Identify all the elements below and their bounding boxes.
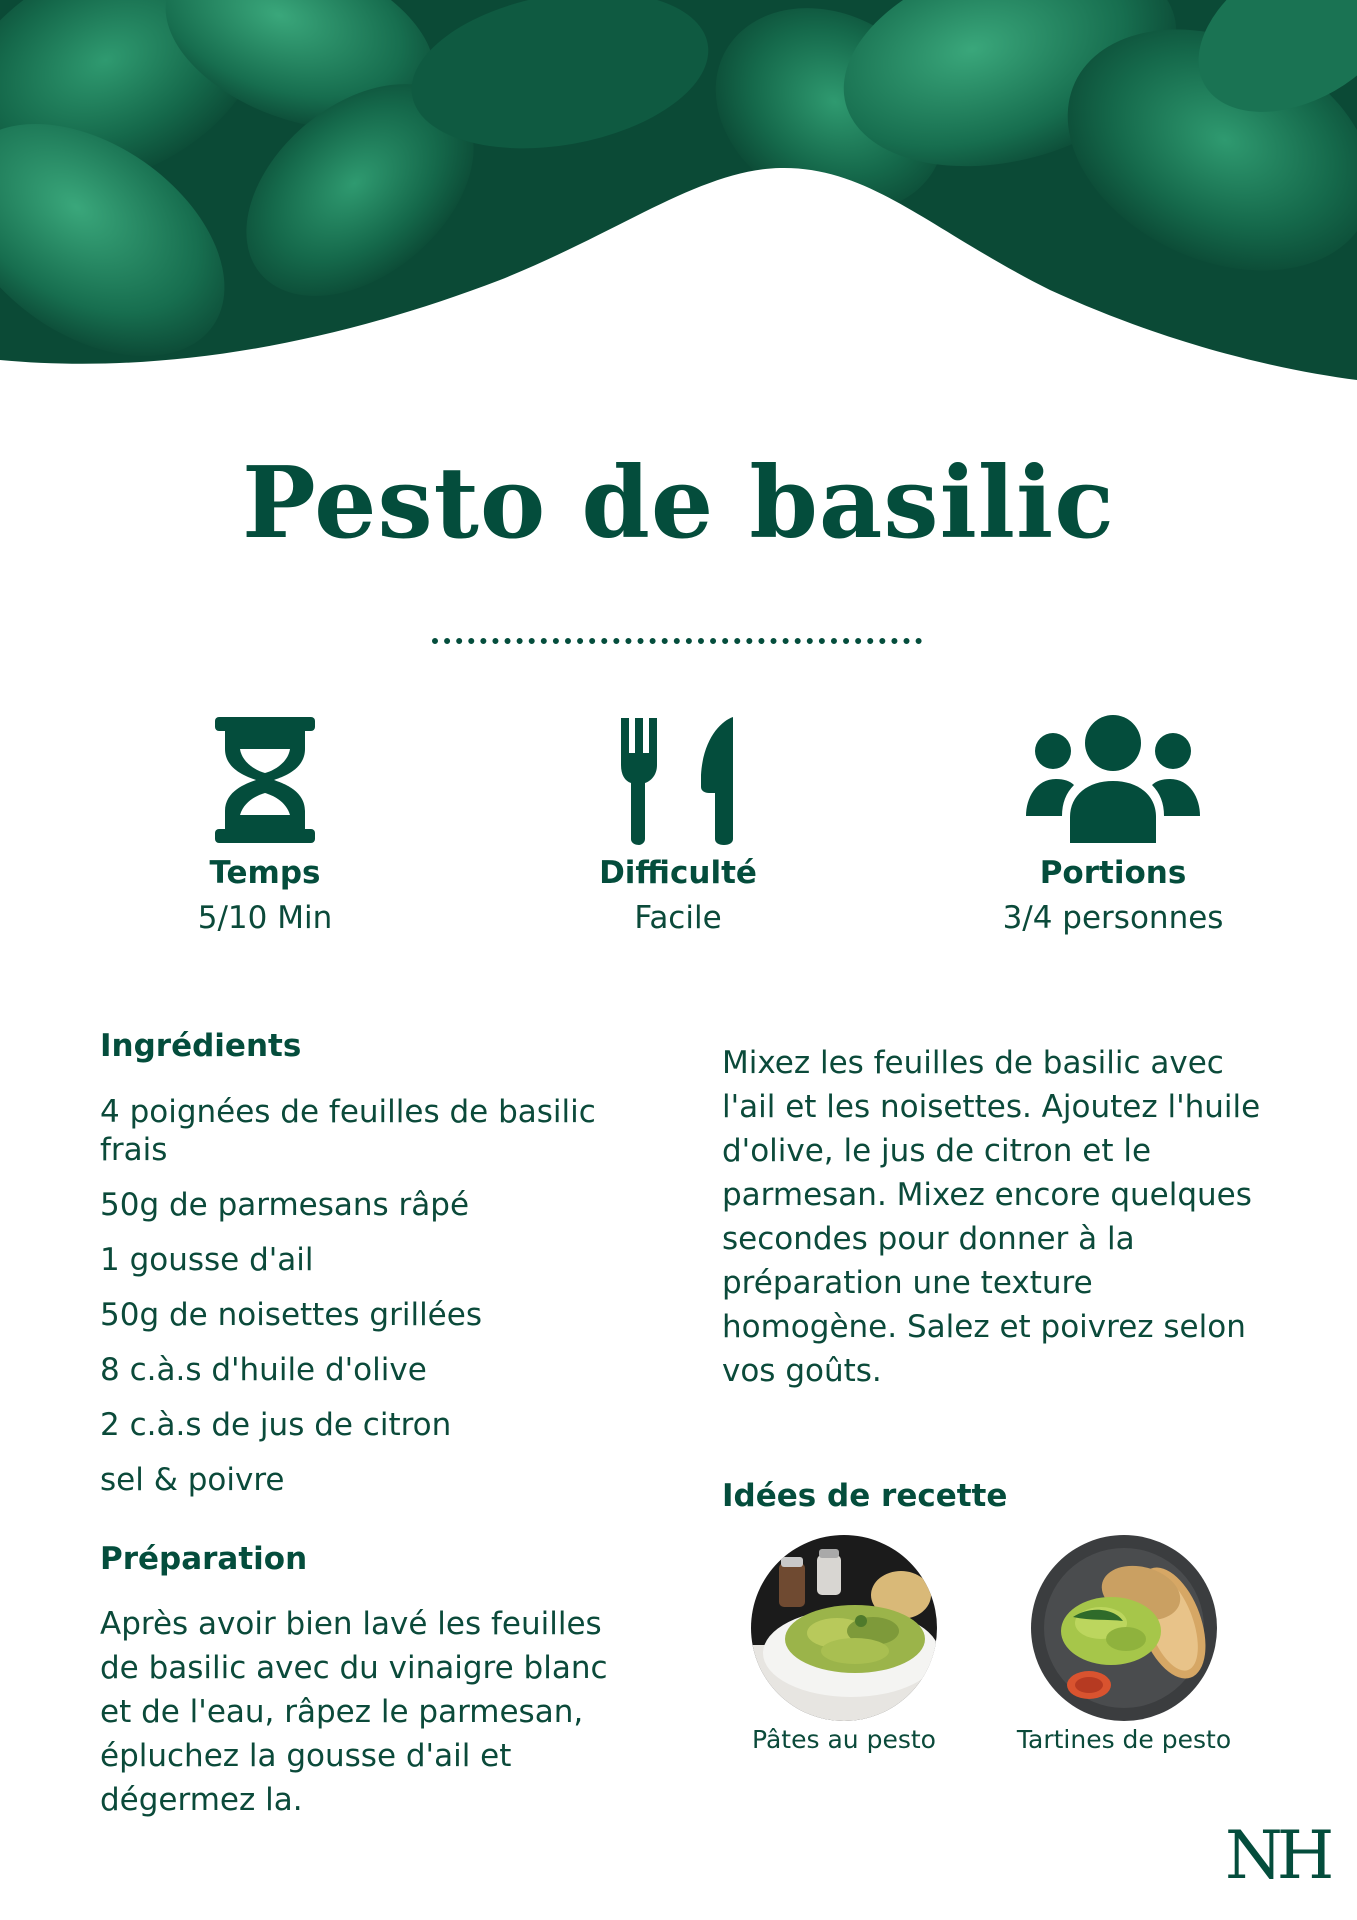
stat-time-value: 5/10 Min bbox=[197, 900, 333, 937]
hourglass-icon bbox=[170, 715, 360, 845]
ingredients-title: Ingrédients bbox=[100, 1028, 302, 1064]
idea-pasta-caption: Pâtes au pesto bbox=[752, 1725, 936, 1754]
stat-difficulty bbox=[488, 715, 868, 937]
stat-servings-value: 3/4 personnes bbox=[1002, 900, 1224, 937]
ingredient-item: 50g de parmesans râpé bbox=[100, 1187, 470, 1223]
ingredient-item: 1 gousse d'ail bbox=[100, 1242, 314, 1278]
pasta-pesto-photo bbox=[751, 1535, 937, 1721]
ingredient-item: 50g de noisettes grillées bbox=[100, 1297, 482, 1333]
people-group-icon bbox=[1018, 715, 1208, 845]
idea-pasta bbox=[734, 1535, 954, 1754]
ingredient-item: 2 c.à.s de jus de citron bbox=[100, 1407, 452, 1443]
pesto-toast-photo bbox=[1031, 1535, 1217, 1721]
preparation-intro: Après avoir bien lavé les feuilles de basilic avec du vinaigre blanc et de l'eau, râpez le parmesan, épluchez la gousse d'ail et dégermez la. bbox=[100, 1606, 608, 1818]
recipe-title: Pesto de basilic bbox=[242, 446, 1115, 561]
fork-knife-icon bbox=[583, 715, 773, 845]
ingredient-item: sel & poivre bbox=[100, 1462, 285, 1498]
ingredient-item: 4 poignées de feuilles de basilic frais bbox=[100, 1094, 596, 1168]
stat-servings-label: Portions bbox=[1039, 855, 1187, 891]
stat-time-label: Temps bbox=[209, 855, 321, 891]
stat-difficulty-label: Difficulté bbox=[599, 855, 757, 891]
ideas-title: Idées de recette bbox=[722, 1478, 1008, 1514]
ingredients-list bbox=[100, 1093, 660, 1516]
ingredient-item: 8 c.à.s d'huile d'olive bbox=[100, 1352, 427, 1388]
basil-hero-image bbox=[0, 0, 1357, 390]
preparation-steps: Mixez les feuilles de basilic avec l'ail et les noisettes. Ajoutez l'huile d'olive, le jus de citron et le parmesan. Mixez encore quelques secondes pour donner à la préparation une texture homogène. Salez et poivrez selon vos goûts. bbox=[722, 1045, 1261, 1389]
idea-toast-caption: Tartines de pesto bbox=[1016, 1725, 1232, 1754]
stat-difficulty-value: Facile bbox=[634, 900, 722, 937]
preparation-title: Préparation bbox=[100, 1541, 308, 1577]
stat-time bbox=[75, 715, 455, 937]
stat-servings bbox=[923, 715, 1303, 937]
brand-logo: NH bbox=[1225, 1817, 1329, 1894]
idea-toast bbox=[1014, 1535, 1234, 1754]
title-divider bbox=[432, 638, 922, 644]
